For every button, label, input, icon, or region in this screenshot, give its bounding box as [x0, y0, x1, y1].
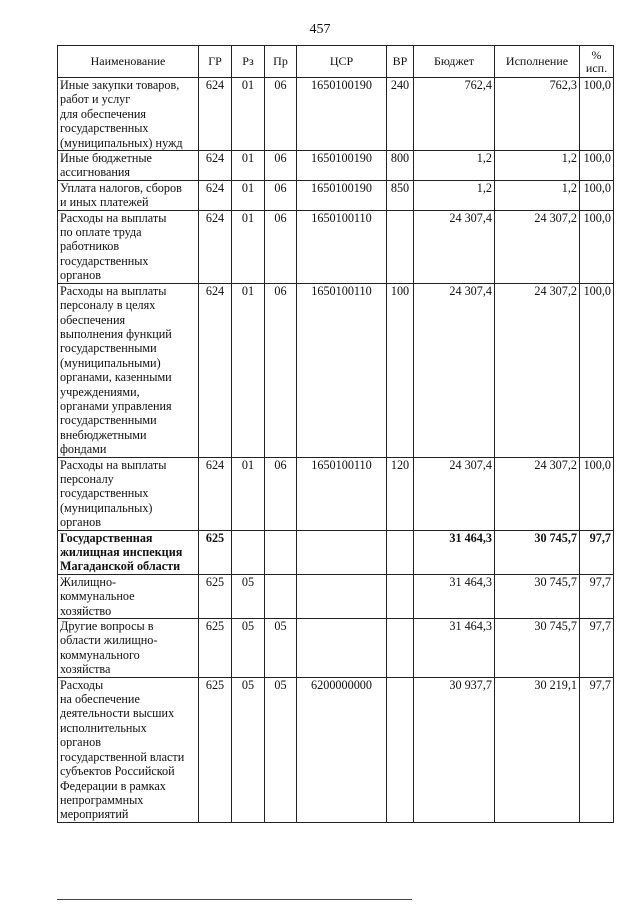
cell-name-line: области жилищно-: [60, 633, 158, 648]
cell-name: [58, 151, 199, 181]
cell-pr: [265, 574, 297, 618]
cell-name-line: государственных: [60, 486, 149, 501]
cell-name: [58, 457, 199, 530]
cell-vr: 120: [387, 457, 414, 530]
cell-percent: 97,7: [580, 677, 614, 822]
cell-percent: 97,7: [580, 530, 614, 574]
header-execution: Исполнение: [495, 46, 580, 78]
header-percent-label: исп.: [585, 60, 608, 75]
cell-name: [58, 78, 199, 151]
table-header-row: [58, 46, 614, 78]
cell-vr: 850: [387, 180, 414, 210]
cell-pr: 06: [265, 457, 297, 530]
table-row: [58, 574, 614, 618]
cell-name-line: коммунального: [60, 647, 140, 662]
table-row: [58, 619, 614, 678]
cell-name-line: государственными: [60, 341, 157, 356]
cell-budget: 31 464,3: [414, 619, 495, 678]
cell-vr: 100: [387, 283, 414, 457]
cell-csr: 6200000000: [297, 677, 387, 822]
cell-name: [58, 210, 199, 283]
cell-execution: 30 745,7: [495, 574, 580, 618]
cell-budget: 31 464,3: [414, 530, 495, 574]
cell-vr: [387, 530, 414, 574]
cell-name-line: на обеспечение: [60, 692, 140, 707]
table-row: [58, 457, 614, 530]
cell-gr: 625: [199, 677, 232, 822]
cell-name-line: непрограммных: [60, 792, 144, 807]
cell-name-line: персоналу в целях: [60, 298, 156, 313]
cell-name-line: государственных: [60, 253, 149, 268]
cell-percent: 100,0: [580, 210, 614, 283]
cell-vr: 240: [387, 78, 414, 151]
cell-execution: 1,2: [495, 151, 580, 181]
cell-budget: 24 307,4: [414, 457, 495, 530]
cell-name-line: государственной власти: [60, 749, 185, 764]
cell-csr: 1650100190: [297, 180, 387, 210]
cell-pr: 06: [265, 151, 297, 181]
cell-csr: 1650100190: [297, 78, 387, 151]
cell-gr: 625: [199, 530, 232, 574]
cell-name-line: Жилищно-: [60, 574, 117, 589]
cell-name-line: выполнения функций: [60, 326, 172, 341]
header-name: Наименование: [58, 46, 199, 78]
table-row: [58, 210, 614, 283]
cell-gr: 624: [199, 78, 232, 151]
cell-name-line: ассигнования: [60, 165, 131, 180]
header-rz: Рз: [232, 46, 265, 78]
cell-percent: 100,0: [580, 180, 614, 210]
cell-budget: 1,2: [414, 151, 495, 181]
cell-csr: 1650100190: [297, 151, 387, 181]
cell-percent: 97,7: [580, 574, 614, 618]
cell-rz: 01: [232, 210, 265, 283]
cell-name-line: Иные закупки товаров,: [60, 78, 180, 92]
cell-name: [58, 530, 199, 574]
cell-csr: [297, 574, 387, 618]
cell-rz: 01: [232, 457, 265, 530]
cell-name-line: Расходы на выплаты: [60, 457, 167, 472]
cell-name-line: внебюджетными: [60, 427, 147, 442]
cell-rz: 05: [232, 677, 265, 822]
cell-name-line: Федерации в рамках: [60, 778, 166, 793]
cell-budget: 24 307,4: [414, 210, 495, 283]
cell-name: [58, 283, 199, 457]
cell-gr: 624: [199, 180, 232, 210]
header-gr: ГР: [199, 46, 232, 78]
cell-name-line: Уплата налогов, сборов: [60, 180, 182, 195]
table-row: [58, 151, 614, 181]
cell-csr: 1650100110: [297, 283, 387, 457]
table-row: [58, 530, 614, 574]
cell-pr: [265, 530, 297, 574]
cell-execution: 30 745,7: [495, 619, 580, 678]
cell-name-line: фондами: [60, 442, 107, 457]
cell-name-line: органов: [60, 268, 101, 283]
header-csr: ЦСР: [297, 46, 387, 78]
cell-execution: 30 219,1: [495, 677, 580, 822]
page-number: 457: [309, 22, 331, 37]
cell-vr: [387, 210, 414, 283]
cell-budget: 24 307,4: [414, 283, 495, 457]
cell-name-line: деятельности высших: [60, 706, 175, 721]
cell-name-line: хозяйства: [60, 662, 111, 677]
header-pr: Пр: [265, 46, 297, 78]
cell-name-line: Расходы на выплаты: [60, 210, 167, 225]
cell-name-line: (муниципальных): [60, 500, 153, 515]
cell-name-line: Расходы: [60, 677, 104, 692]
cell-name-line: государственными: [60, 413, 157, 428]
cell-name-line: органов: [60, 735, 101, 750]
cell-name-line: субъектов Российской: [60, 764, 175, 779]
cell-name-line: жилищная инспекция: [60, 545, 183, 559]
cell-gr: 624: [199, 210, 232, 283]
cell-execution: 1,2: [495, 180, 580, 210]
cell-percent: 100,0: [580, 457, 614, 530]
cell-gr: 624: [199, 151, 232, 181]
cell-vr: [387, 677, 414, 822]
table-row: [58, 677, 614, 822]
header-percent-symbol: %: [591, 47, 602, 62]
cell-rz: 01: [232, 78, 265, 151]
cell-gr: 624: [199, 457, 232, 530]
header-percent: [580, 46, 614, 78]
cell-name: [58, 180, 199, 210]
cell-pr: 05: [265, 619, 297, 678]
cell-gr: 625: [199, 574, 232, 618]
cell-name-line: Другие вопросы в: [60, 619, 154, 634]
cell-csr: [297, 530, 387, 574]
cell-csr: 1650100110: [297, 457, 387, 530]
cell-name-line: для обеспечения: [60, 106, 147, 121]
cell-name-line: обеспечения: [60, 312, 126, 327]
header-budget: Бюджет: [414, 46, 495, 78]
table-row: [58, 180, 614, 210]
cell-percent: 100,0: [580, 78, 614, 151]
cell-budget: 31 464,3: [414, 574, 495, 618]
cell-pr: 06: [265, 210, 297, 283]
cell-name-line: исполнительных: [60, 720, 147, 735]
cell-name-line: органами управления: [60, 398, 172, 413]
cell-pr: 06: [265, 180, 297, 210]
cell-execution: 24 307,2: [495, 210, 580, 283]
cell-csr: 1650100110: [297, 210, 387, 283]
cell-csr: [297, 619, 387, 678]
cell-execution: 30 745,7: [495, 530, 580, 574]
cell-name-line: органов: [60, 515, 101, 530]
table-row: [58, 283, 614, 457]
cell-name-line: мероприятий: [60, 807, 129, 822]
cell-name-line: работ и услуг: [60, 92, 131, 107]
cell-name-line: работников: [60, 239, 120, 254]
cell-name: [58, 677, 199, 822]
cell-execution: 762,3: [495, 78, 580, 151]
table-body: [58, 78, 614, 823]
cell-rz: 05: [232, 619, 265, 678]
cell-name-line: государственных: [60, 121, 149, 136]
cell-name-line: по оплате труда: [60, 225, 142, 240]
cell-gr: 625: [199, 619, 232, 678]
cell-percent: 100,0: [580, 151, 614, 181]
cell-pr: 06: [265, 283, 297, 457]
cell-budget: 762,4: [414, 78, 495, 151]
cell-pr: 06: [265, 78, 297, 151]
cell-rz: 01: [232, 180, 265, 210]
footer-rule: [57, 899, 412, 900]
cell-pr: 05: [265, 677, 297, 822]
cell-name-line: хозяйство: [60, 603, 112, 618]
cell-execution: 24 307,2: [495, 283, 580, 457]
table-row: [58, 78, 614, 151]
cell-gr: 624: [199, 283, 232, 457]
cell-rz: [232, 530, 265, 574]
cell-vr: [387, 619, 414, 678]
cell-name-line: Магаданской области: [60, 559, 181, 574]
cell-name-line: Расходы на выплаты: [60, 283, 167, 298]
cell-rz: 05: [232, 574, 265, 618]
cell-vr: 800: [387, 151, 414, 181]
cell-rz: 01: [232, 283, 265, 457]
cell-name-line: и иных платежей: [60, 195, 149, 210]
cell-name-line: Иные бюджетные: [60, 151, 152, 166]
cell-execution: 24 307,2: [495, 457, 580, 530]
cell-percent: 100,0: [580, 283, 614, 457]
cell-budget: 1,2: [414, 180, 495, 210]
cell-name-line: персоналу: [60, 471, 114, 486]
cell-name-line: (муниципальными): [60, 355, 161, 370]
cell-name-line: органами, казенными: [60, 370, 172, 385]
cell-vr: [387, 574, 414, 618]
cell-name-line: учреждениями,: [60, 384, 140, 399]
cell-name-line: Государственная: [60, 530, 153, 545]
cell-name-line: (муниципальных) нужд: [60, 135, 183, 150]
cell-rz: 01: [232, 151, 265, 181]
cell-budget: 30 937,7: [414, 677, 495, 822]
cell-percent: 97,7: [580, 619, 614, 678]
cell-name: [58, 574, 199, 618]
cell-name: [58, 619, 199, 678]
budget-table: [57, 45, 614, 823]
header-vr: ВР: [387, 46, 414, 78]
cell-name-line: коммунальное: [60, 589, 135, 604]
